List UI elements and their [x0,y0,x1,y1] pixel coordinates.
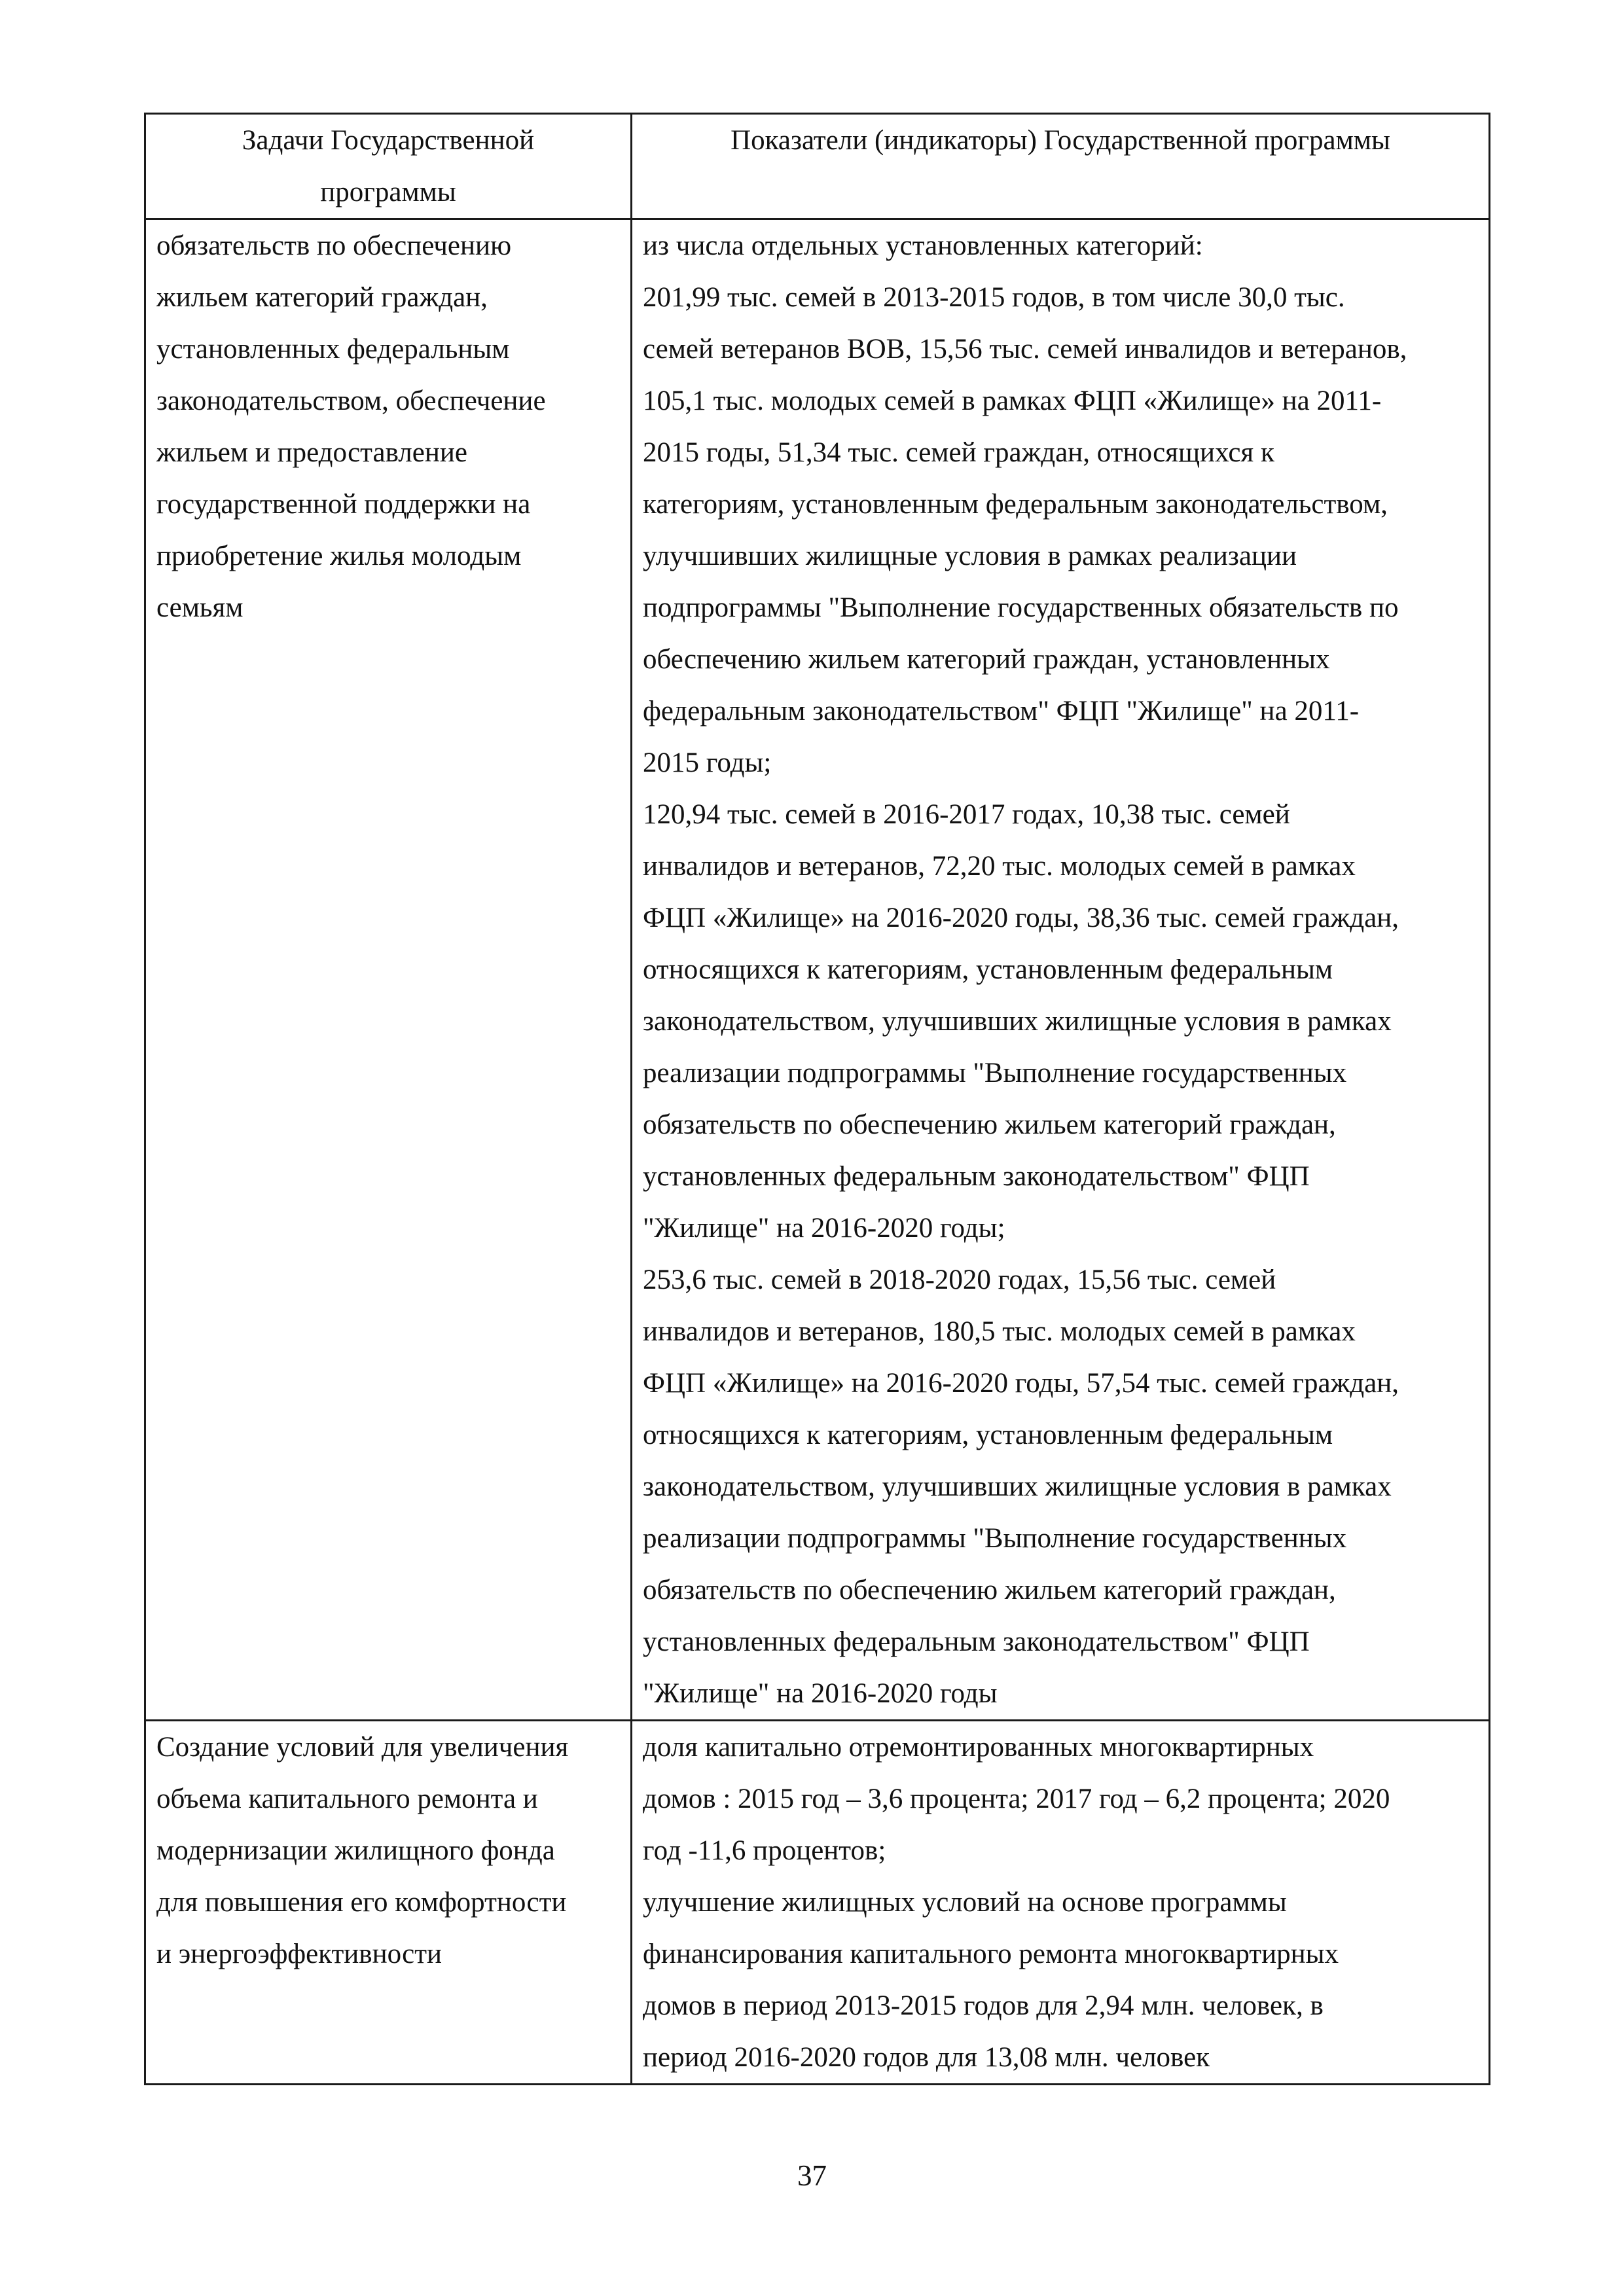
indicator-line: категориям, установленным федеральным законодательством, [643,489,1388,520]
page-number: 37 [797,2159,827,2192]
indicator-cell [632,219,1490,1721]
indicator-line: относящихся к категориям, установленным федеральным [643,954,1333,985]
indicator-line: из числа отдельных установленных категорий: [643,230,1203,261]
indicator-line: реализации подпрограммы "Выполнение государственных [643,1058,1347,1088]
indicator-line: федеральным законодательством" ФЦП "Жилище" на 2011- [643,696,1360,726]
indicator-line: законодательством, улучшивших жилищные условия в рамках [643,1006,1392,1037]
header-tasks-line-1: Задачи Государственной [242,125,535,156]
indicator-line: 201,99 тыс. семей в 2013-2015 годов, в том числе 30,0 тыс. [643,282,1345,313]
indicator-line: обязательств по обеспечению жильем категорий граждан, [643,1575,1336,1605]
task-line: Создание условий для увеличения [156,1732,569,1763]
indicators-table [144,113,1490,2085]
indicator-line: 120,94 тыс. семей в 2016-2017 годах, 10,38 тыс. семей [643,799,1290,830]
task-line: государственной поддержки на [156,489,531,520]
task-line: объема капитального ремонта и [156,1784,538,1814]
task-line: установленных федеральным [156,334,510,365]
indicator-line: 2015 годы, 51,34 тыс. семей граждан, относящихся к [643,437,1274,468]
indicator-line: ФЦП «Жилище» на 2016-2020 годы, 38,36 тыс. семей граждан, [643,903,1399,933]
indicator-line: улучшивших жилищные условия в рамках реализации [643,541,1297,571]
task-line: модернизации жилищного фонда [156,1835,555,1866]
header-indicators-text: Показатели (индикаторы) Государственной программы [731,125,1390,156]
task-line: и энергоэффективности [156,1939,442,1969]
task-line: обязательств по обеспечению [156,230,512,261]
indicator-line: 2015 годы; [643,747,772,778]
task-cell [145,219,632,1721]
indicator-line: доля капитально отремонтированных многоквартирных [643,1732,1314,1763]
indicator-line: установленных федеральным законодательством" ФЦП [643,1161,1310,1192]
task-line: законодательством, обеспечение [156,386,546,416]
table-row [145,1721,1490,2085]
indicator-line: обеспечению жильем категорий граждан, установленных [643,644,1330,675]
indicator-line: инвалидов и ветеранов, 180,5 тыс. молодых семей в рамках [643,1316,1356,1347]
task-line: приобретение жилья молодым [156,541,522,571]
indicator-line: улучшение жилищных условий на основе программы [643,1887,1287,1918]
indicator-line: год -11,6 процентов; [643,1835,886,1866]
indicator-line: домов : 2015 год – 3,6 процента; 2017 год – 6,2 процента; 2020 [643,1784,1390,1814]
indicator-line: домов в период 2013-2015 годов для 2,94 млн. человек, в [643,1990,1324,2021]
indicator-line: законодательством, улучшивших жилищные условия в рамках [643,1471,1392,1502]
indicator-line: период 2016-2020 годов для 13,08 млн. человек [643,2042,1210,2073]
indicator-line: установленных федеральным законодательством" ФЦП [643,1626,1310,1657]
indicator-line: обязательств по обеспечению жильем категорий граждан, [643,1109,1336,1140]
indicator-line: инвалидов и ветеранов, 72,20 тыс. молодых семей в рамках [643,851,1356,882]
header-tasks-line-2: программы [320,177,456,207]
indicator-line: 253,6 тыс. семей в 2018-2020 годах, 15,56 тыс. семей [643,1265,1276,1295]
table-header-row [145,114,1490,219]
indicator-line: "Жилище" на 2016-2020 годы; [643,1213,1005,1244]
indicator-line: подпрограммы "Выполнение государственных обязательств по [643,592,1399,623]
task-cell [145,1721,632,2085]
task-line: семьям [156,592,244,623]
header-indicators [632,114,1490,219]
task-line: жильем категорий граждан, [156,282,488,313]
task-line: для повышения его комфортности [156,1887,567,1918]
header-tasks [145,114,632,219]
indicator-line: ФЦП «Жилище» на 2016-2020 годы, 57,54 тыс. семей граждан, [643,1368,1399,1399]
indicator-line: финансирования капитального ремонта многоквартирных [643,1939,1339,1969]
indicator-line: реализации подпрограммы "Выполнение государственных [643,1523,1347,1554]
indicator-line: 105,1 тыс. молодых семей в рамках ФЦП «Жилище» на 2011- [643,386,1382,416]
indicator-line: "Жилище" на 2016-2020 годы [643,1678,998,1709]
task-line: жильем и предоставление [156,437,467,468]
indicator-line: семей ветеранов ВОВ, 15,56 тыс. семей инвалидов и ветеранов, [643,334,1407,365]
table-row [145,219,1490,1721]
indicator-cell [632,1721,1490,2085]
indicator-line: относящихся к категориям, установленным федеральным [643,1420,1333,1450]
